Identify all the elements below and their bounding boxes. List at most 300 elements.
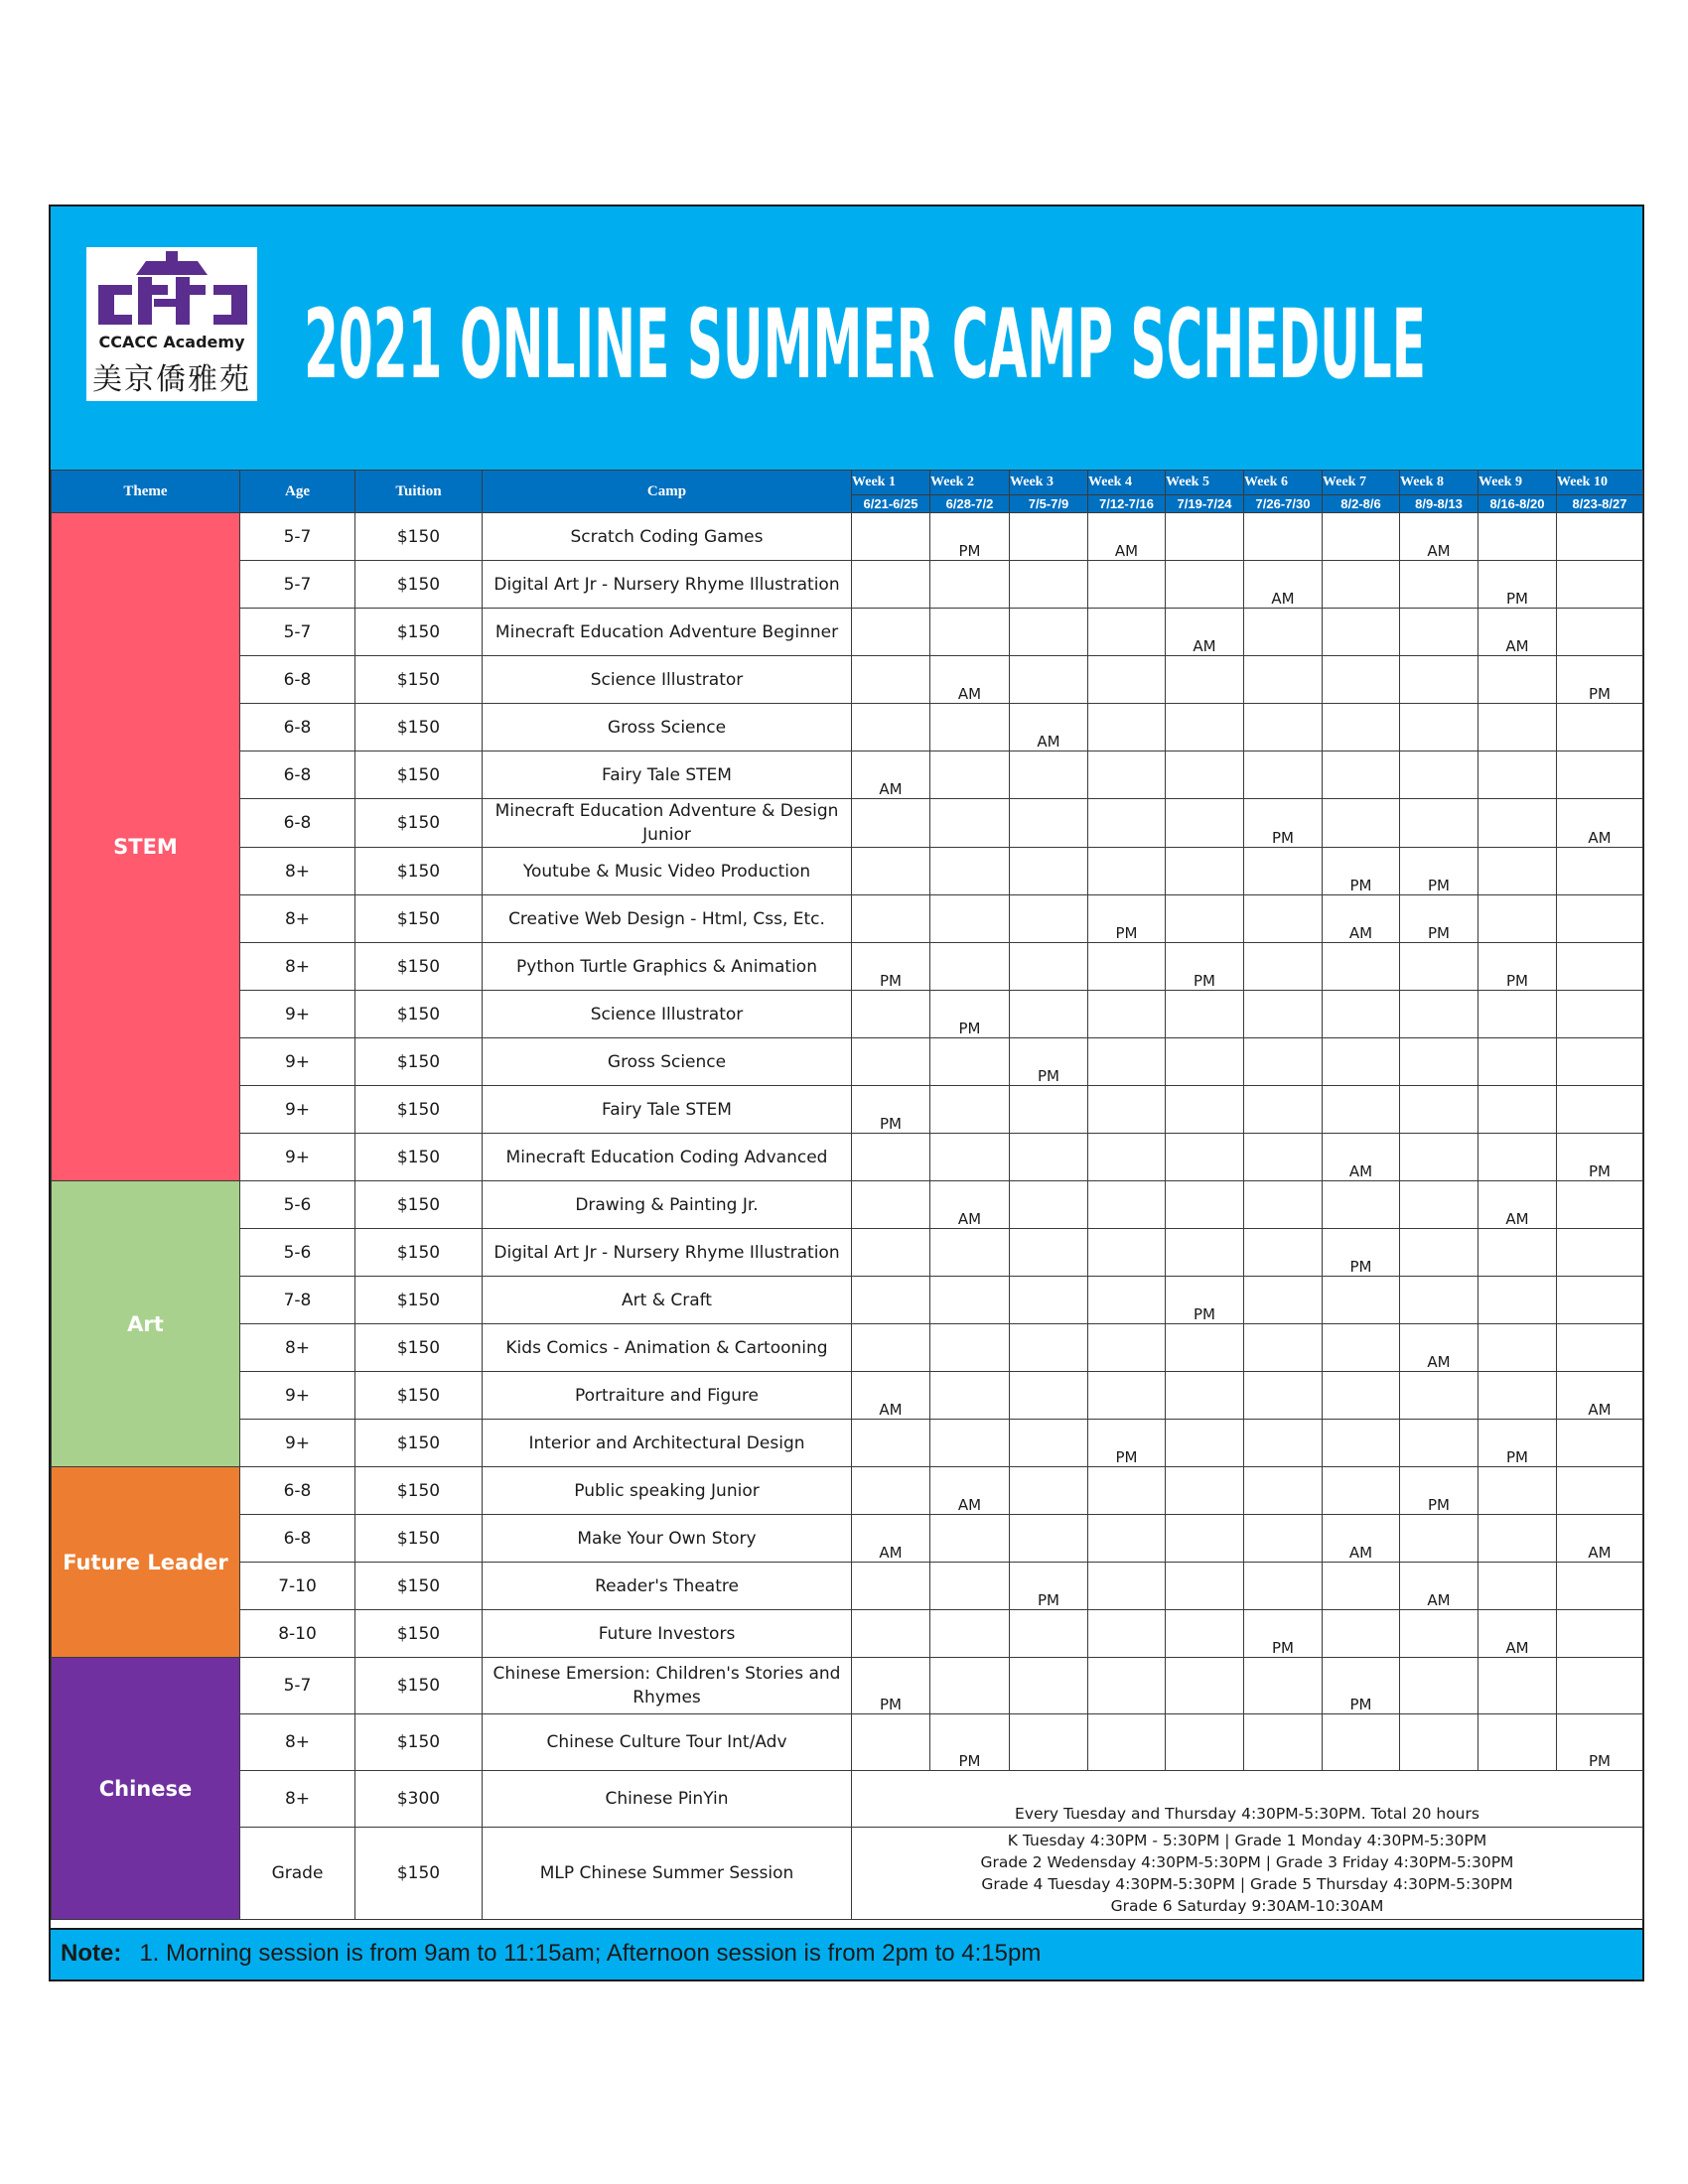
week-header: Week 2 (930, 471, 1010, 495)
session-cell (1557, 1563, 1643, 1610)
session-cell (1400, 561, 1478, 609)
age-cell: 7-8 (240, 1277, 355, 1324)
week-dates: 7/5-7/9 (1010, 495, 1088, 513)
session-cell (1010, 1714, 1088, 1771)
tuition-cell: $150 (355, 1610, 483, 1658)
tuition-cell: $150 (355, 1563, 483, 1610)
session-cell (852, 1714, 930, 1771)
tuition-cell: $150 (355, 1372, 483, 1420)
session-cell: AM (1323, 1134, 1400, 1181)
age-cell: 5-6 (240, 1181, 355, 1229)
session-cell (852, 1467, 930, 1515)
session-cell (1166, 513, 1244, 561)
camp-name-cell: Gross Science (483, 1038, 852, 1086)
tuition-cell: $150 (355, 1515, 483, 1563)
session-cell (1166, 1610, 1244, 1658)
session-cell (1478, 1658, 1557, 1714)
session-cell (1323, 561, 1400, 609)
session-cell (852, 991, 930, 1038)
session-cell (1088, 1467, 1166, 1515)
tuition-cell: $300 (355, 1771, 483, 1828)
session-cell (1478, 704, 1557, 751)
session-cell (1010, 943, 1088, 991)
session-cell (1088, 1610, 1166, 1658)
week-dates: 8/9-8/13 (1400, 495, 1478, 513)
session-cell (1557, 513, 1643, 561)
camp-name-cell: Minecraft Education Coding Advanced (483, 1134, 852, 1181)
table-row (52, 1467, 1643, 1515)
week-dates: 6/21-6/25 (852, 495, 930, 513)
session-cell: PM (930, 513, 1010, 561)
session-cell (1557, 704, 1643, 751)
session-cell (1010, 609, 1088, 656)
session-cell (1478, 1515, 1557, 1563)
session-cell (1088, 656, 1166, 704)
session-cell (1166, 1372, 1244, 1420)
session-cell: PM (852, 943, 930, 991)
tuition-cell: $150 (355, 1324, 483, 1372)
session-cell (1400, 704, 1478, 751)
tuition-cell: $150 (355, 561, 483, 609)
session-cell (930, 1658, 1010, 1714)
session-cell (1400, 799, 1478, 848)
session-cell (1557, 895, 1643, 943)
session-cell (1010, 1181, 1088, 1229)
tuition-cell: $150 (355, 1038, 483, 1086)
theme-header: Theme (52, 471, 240, 513)
camp-name-cell: Make Your Own Story (483, 1515, 852, 1563)
camp-header: Camp (483, 471, 852, 513)
age-cell: 6-8 (240, 799, 355, 848)
camp-name-cell: Minecraft Education Adventure & Design Junior (483, 799, 852, 848)
session-cell (1010, 1134, 1088, 1181)
session-cell (1557, 1181, 1643, 1229)
camp-name-cell: Digital Art Jr - Nursery Rhyme Illustration (483, 561, 852, 609)
session-cell (1244, 1277, 1323, 1324)
tuition-cell: $150 (355, 1181, 483, 1229)
week-dates: 7/19-7/24 (1166, 495, 1244, 513)
tuition-cell: $150 (355, 1467, 483, 1515)
session-cell: AM (1557, 1372, 1643, 1420)
tuition-cell: $150 (355, 1134, 483, 1181)
header-row (52, 471, 1643, 495)
session-cell (1244, 1515, 1323, 1563)
session-cell (852, 1134, 930, 1181)
session-cell (1010, 895, 1088, 943)
camp-name-cell: Portraiture and Figure (483, 1372, 852, 1420)
session-cell (1323, 943, 1400, 991)
table-row (52, 1134, 1643, 1181)
tuition-cell: $150 (355, 895, 483, 943)
session-cell (930, 1610, 1010, 1658)
session-cell (1244, 1372, 1323, 1420)
session-cell (1166, 1038, 1244, 1086)
session-cell: AM (1244, 561, 1323, 609)
week-dates: 8/23-8/27 (1557, 495, 1643, 513)
session-cell (1088, 1181, 1166, 1229)
note-text: 1. Morning session is from 9am to 11:15am; Afternoon session is from 2pm to 4:15pm (139, 1940, 1042, 1967)
session-cell (1323, 704, 1400, 751)
week-dates: 7/12-7/16 (1088, 495, 1166, 513)
session-cell: PM (1010, 1038, 1088, 1086)
age-cell: 5-7 (240, 1658, 355, 1714)
ccacc-academy-logo (86, 247, 257, 401)
age-cell: 5-6 (240, 1229, 355, 1277)
session-cell (1400, 609, 1478, 656)
session-cell (1010, 1420, 1088, 1467)
camp-name-cell: Drawing & Painting Jr. (483, 1181, 852, 1229)
session-cell: PM (1478, 561, 1557, 609)
session-cell (1088, 1086, 1166, 1134)
session-cell (1088, 704, 1166, 751)
week-dates: 6/28-7/2 (930, 495, 1010, 513)
session-cell: AM (930, 1467, 1010, 1515)
table-row (52, 1372, 1643, 1420)
session-cell (1557, 848, 1643, 895)
week-header: Week 9 (1478, 471, 1557, 495)
session-cell (1166, 1229, 1244, 1277)
session-cell (1323, 609, 1400, 656)
tuition-cell: $150 (355, 848, 483, 895)
session-cell (1088, 751, 1166, 799)
session-cell (1088, 1324, 1166, 1372)
session-cell: PM (930, 1714, 1010, 1771)
session-cell (1557, 943, 1643, 991)
session-cell (1557, 1324, 1643, 1372)
session-cell (1323, 1086, 1400, 1134)
session-cell (1557, 991, 1643, 1038)
age-cell: 9+ (240, 991, 355, 1038)
session-cell (930, 1420, 1010, 1467)
age-cell: 7-10 (240, 1563, 355, 1610)
session-cell (1244, 1658, 1323, 1714)
session-cell (1400, 1420, 1478, 1467)
table-row (52, 895, 1643, 943)
session-cell (1557, 1467, 1643, 1515)
session-cell (1478, 1714, 1557, 1771)
footer-note (51, 1928, 1642, 1979)
session-cell: PM (1010, 1563, 1088, 1610)
table-row (52, 704, 1643, 751)
session-cell: PM (1557, 656, 1643, 704)
session-cell (1244, 1229, 1323, 1277)
session-cell (852, 1038, 930, 1086)
age-cell: 6-8 (240, 704, 355, 751)
session-cell: AM (1557, 799, 1643, 848)
session-cell (1166, 1134, 1244, 1181)
session-cell (930, 1134, 1010, 1181)
session-cell (1010, 1324, 1088, 1372)
session-cell (1244, 895, 1323, 943)
session-cell (1166, 751, 1244, 799)
camp-name-cell: Creative Web Design - Html, Css, Etc. (483, 895, 852, 943)
session-cell (1478, 513, 1557, 561)
session-cell (1166, 895, 1244, 943)
session-cell (1557, 1038, 1643, 1086)
session-cell (1166, 848, 1244, 895)
session-cell: AM (1400, 1324, 1478, 1372)
session-cell (1323, 1181, 1400, 1229)
session-cell (1400, 1229, 1478, 1277)
schedule-line: K Tuesday 4:30PM - 5:30PM | Grade 1 Monday 4:30PM-5:30PM (1007, 1832, 1487, 1849)
session-cell (1323, 1610, 1400, 1658)
session-cell: PM (1400, 895, 1478, 943)
session-cell: AM (1323, 1515, 1400, 1563)
session-cell (852, 1324, 930, 1372)
session-cell (930, 1515, 1010, 1563)
session-cell (1400, 1086, 1478, 1134)
session-cell (1010, 848, 1088, 895)
session-cell (1400, 1038, 1478, 1086)
session-cell (1010, 1515, 1088, 1563)
session-cell (1166, 704, 1244, 751)
session-cell (1478, 1563, 1557, 1610)
session-cell (1323, 513, 1400, 561)
session-cell (930, 1277, 1010, 1324)
age-header: Age (240, 471, 355, 513)
tuition-cell: $150 (355, 1714, 483, 1771)
session-cell (1166, 1515, 1244, 1563)
tuition-cell: $150 (355, 1658, 483, 1714)
session-cell: PM (1323, 1658, 1400, 1714)
table-row (52, 1181, 1643, 1229)
session-cell (852, 895, 930, 943)
session-cell (930, 704, 1010, 751)
session-cell (1166, 1086, 1244, 1134)
table-row (52, 1515, 1643, 1563)
camp-name-cell: Future Investors (483, 1610, 852, 1658)
table-row (52, 1038, 1643, 1086)
session-cell (1323, 1467, 1400, 1515)
session-cell (852, 609, 930, 656)
camp-name-cell: Interior and Architectural Design (483, 1420, 852, 1467)
session-cell (1166, 1324, 1244, 1372)
table-row (52, 1563, 1643, 1610)
session-cell (1088, 1515, 1166, 1563)
schedule-note: Every Tuesday and Thursday 4:30PM-5:30PM. Total 20 hours (852, 1771, 1643, 1828)
session-cell (1244, 1134, 1323, 1181)
session-cell (1010, 1229, 1088, 1277)
camp-name-cell: Science Illustrator (483, 656, 852, 704)
table-row (52, 751, 1643, 799)
session-cell (1088, 1658, 1166, 1714)
session-cell (1088, 1563, 1166, 1610)
tuition-cell: $150 (355, 799, 483, 848)
table-row (52, 1324, 1643, 1372)
session-cell (1244, 656, 1323, 704)
session-cell (1244, 609, 1323, 656)
session-cell (1244, 991, 1323, 1038)
session-cell (1166, 1420, 1244, 1467)
theme-label-stem: STEM (52, 513, 240, 1181)
table-row (52, 513, 1643, 561)
tuition-cell: $150 (355, 1277, 483, 1324)
session-cell (1323, 991, 1400, 1038)
tuition-cell: $150 (355, 943, 483, 991)
session-cell (930, 1563, 1010, 1610)
session-cell (1400, 1515, 1478, 1563)
session-cell (1323, 1714, 1400, 1771)
session-cell (852, 513, 930, 561)
age-cell: 6-8 (240, 656, 355, 704)
table-row (52, 943, 1643, 991)
tuition-cell: $150 (355, 656, 483, 704)
session-cell (1323, 799, 1400, 848)
camp-name-cell: Python Turtle Graphics & Animation (483, 943, 852, 991)
camp-name-cell: Science Illustrator (483, 991, 852, 1038)
table-row (52, 1771, 1643, 1828)
session-cell: AM (1323, 895, 1400, 943)
session-cell (1478, 991, 1557, 1038)
session-cell (1478, 895, 1557, 943)
session-cell (1088, 1277, 1166, 1324)
tuition-cell: $150 (355, 704, 483, 751)
session-cell (1010, 1086, 1088, 1134)
session-cell (1478, 1086, 1557, 1134)
session-cell (1557, 561, 1643, 609)
camp-name-cell: Fairy Tale STEM (483, 1086, 852, 1134)
week-header: Week 7 (1323, 471, 1400, 495)
tuition-cell: $150 (355, 609, 483, 656)
camp-name-cell: Public speaking Junior (483, 1467, 852, 1515)
session-cell (1166, 1658, 1244, 1714)
session-cell (1400, 1372, 1478, 1420)
table-row (52, 1277, 1643, 1324)
page-title (304, 286, 1555, 395)
session-cell (1166, 656, 1244, 704)
session-cell (930, 1372, 1010, 1420)
camp-name-cell: Art & Craft (483, 1277, 852, 1324)
session-cell (1478, 1277, 1557, 1324)
week-header: Week 1 (852, 471, 930, 495)
age-cell: 8-10 (240, 1610, 355, 1658)
session-cell (930, 1038, 1010, 1086)
session-cell: PM (1557, 1134, 1643, 1181)
session-cell (1400, 656, 1478, 704)
session-cell (1010, 1658, 1088, 1714)
session-cell (1166, 561, 1244, 609)
session-cell (1010, 1467, 1088, 1515)
session-cell: PM (930, 991, 1010, 1038)
session-cell: AM (1166, 609, 1244, 656)
session-cell (1166, 1714, 1244, 1771)
session-cell: AM (1557, 1515, 1643, 1563)
session-cell: PM (1166, 1277, 1244, 1324)
session-cell: AM (930, 656, 1010, 704)
session-cell (852, 1420, 930, 1467)
table-row (52, 561, 1643, 609)
session-cell (1478, 656, 1557, 704)
table-row (52, 609, 1643, 656)
session-cell: PM (1478, 1420, 1557, 1467)
session-cell (1244, 1467, 1323, 1515)
session-cell (1244, 1086, 1323, 1134)
session-cell (1478, 1134, 1557, 1181)
session-cell (930, 1324, 1010, 1372)
week-dates: 8/16-8/20 (1478, 495, 1557, 513)
camp-name-cell: Gross Science (483, 704, 852, 751)
session-cell (852, 848, 930, 895)
session-cell (1010, 1277, 1088, 1324)
session-cell (930, 609, 1010, 656)
session-cell (1088, 1134, 1166, 1181)
week-dates: 8/2-8/6 (1323, 495, 1400, 513)
session-cell (1557, 1229, 1643, 1277)
session-cell: PM (852, 1658, 930, 1714)
session-cell: AM (1478, 1610, 1557, 1658)
session-cell (1557, 1086, 1643, 1134)
session-cell (1323, 1563, 1400, 1610)
age-cell: 5-7 (240, 561, 355, 609)
session-cell (1244, 704, 1323, 751)
session-cell (1010, 561, 1088, 609)
session-cell (1010, 1610, 1088, 1658)
week-header: Week 10 (1557, 471, 1643, 495)
age-cell: 9+ (240, 1038, 355, 1086)
session-cell (1244, 1563, 1323, 1610)
session-cell (1010, 751, 1088, 799)
age-cell: 8+ (240, 943, 355, 991)
session-cell (930, 1086, 1010, 1134)
session-cell: PM (1557, 1714, 1643, 1771)
session-cell (1244, 1714, 1323, 1771)
session-cell (1088, 1229, 1166, 1277)
session-cell: AM (1400, 513, 1478, 561)
session-cell: AM (852, 1372, 930, 1420)
session-cell (1323, 1277, 1400, 1324)
session-cell (1244, 513, 1323, 561)
session-cell: AM (852, 1515, 930, 1563)
session-cell (1010, 1372, 1088, 1420)
theme-label-leader: Future Leader (52, 1467, 240, 1658)
session-cell (1400, 943, 1478, 991)
table-row (52, 991, 1643, 1038)
session-cell (1088, 1038, 1166, 1086)
session-cell (1557, 751, 1643, 799)
session-cell (1166, 1467, 1244, 1515)
schedule-line: Grade 6 Saturday 9:30AM-10:30AM (1110, 1897, 1384, 1915)
theme-label-art: Art (52, 1181, 240, 1467)
session-cell (852, 1277, 930, 1324)
session-cell (1088, 1714, 1166, 1771)
camp-name-cell: Minecraft Education Adventure Beginner (483, 609, 852, 656)
session-cell (1557, 609, 1643, 656)
header-banner (51, 206, 1642, 470)
session-cell: PM (1088, 895, 1166, 943)
session-cell (930, 799, 1010, 848)
session-cell (1244, 943, 1323, 991)
week-header: Week 5 (1166, 471, 1244, 495)
session-cell (1557, 1610, 1643, 1658)
session-cell: AM (930, 1181, 1010, 1229)
table-row (52, 1229, 1643, 1277)
session-cell: PM (1088, 1420, 1166, 1467)
session-cell (930, 895, 1010, 943)
tuition-cell: $150 (355, 751, 483, 799)
age-cell: 9+ (240, 1372, 355, 1420)
session-cell (1088, 991, 1166, 1038)
schedule-note (852, 1828, 1643, 1920)
table-row (52, 1828, 1643, 1920)
session-cell (1557, 1658, 1643, 1714)
session-cell (1400, 751, 1478, 799)
week-header: Week 4 (1088, 471, 1166, 495)
session-cell (1244, 1420, 1323, 1467)
camp-name-cell: Chinese Culture Tour Int/Adv (483, 1714, 852, 1771)
session-cell: AM (1400, 1563, 1478, 1610)
session-cell (1010, 513, 1088, 561)
camp-name-cell: Reader's Theatre (483, 1563, 852, 1610)
